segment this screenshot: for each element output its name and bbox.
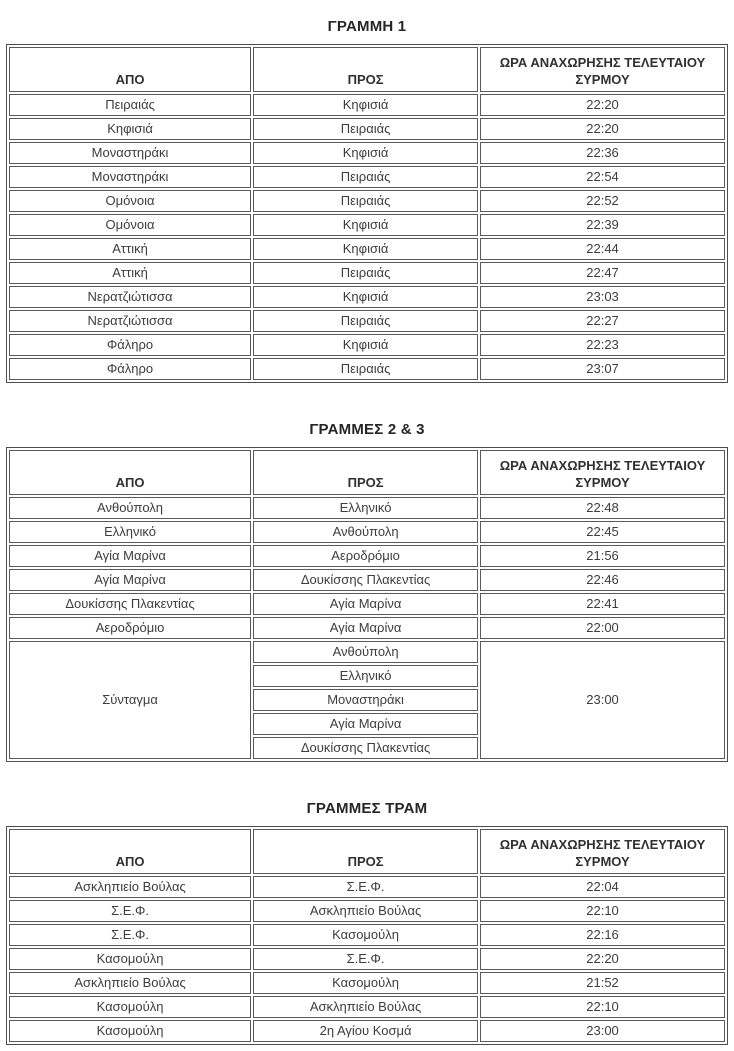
cell-from: Ανθούπολη	[9, 497, 251, 519]
column-header-time: ΩΡΑ ΑΝΑΧΩΡΗΣΗΣ ΤΕΛΕΥΤΑΙΟΥ ΣΥΡΜΟΥ	[480, 47, 725, 92]
cell-time: 22:47	[480, 262, 725, 284]
timetable-tram	[6, 826, 728, 1045]
cell-to: Πειραιάς	[253, 358, 478, 380]
cell-from: Νερατζιώτισσα	[9, 310, 251, 332]
merged-table-row	[9, 641, 725, 663]
header-row	[9, 829, 725, 874]
table-row	[9, 497, 725, 519]
table-row	[9, 334, 725, 356]
cell-from: Αεροδρόμιο	[9, 617, 251, 639]
cell-time: 22:41	[480, 593, 725, 615]
cell-time: 22:44	[480, 238, 725, 260]
table-row	[9, 190, 725, 212]
column-header-time: ΩΡΑ ΑΝΑΧΩΡΗΣΗΣ ΤΕΛΕΥΤΑΙΟΥ ΣΥΡΜΟΥ	[480, 450, 725, 495]
header-row	[9, 47, 725, 92]
table-row	[9, 1020, 725, 1042]
cell-time: 22:52	[480, 190, 725, 212]
cell-from: Κηφισιά	[9, 118, 251, 140]
cell-to: Ασκληπιείο Βούλας	[253, 996, 478, 1018]
cell-to: Πειραιάς	[253, 166, 478, 188]
cell-to: Κηφισιά	[253, 94, 478, 116]
cell-from: Φάληρο	[9, 334, 251, 356]
cell-from: Μοναστηράκι	[9, 142, 251, 164]
cell-time: 22:20	[480, 118, 725, 140]
cell-time: 22:04	[480, 876, 725, 898]
cell-to: Δουκίσσης Πλακεντίας	[253, 737, 478, 759]
cell-from: Μοναστηράκι	[9, 166, 251, 188]
cell-time: 21:56	[480, 545, 725, 567]
column-header-from: ΑΠΟ	[9, 829, 251, 874]
cell-time: 22:39	[480, 214, 725, 236]
table-row	[9, 166, 725, 188]
table-row	[9, 310, 725, 332]
cell-from: Αττική	[9, 238, 251, 260]
column-header-to: ΠΡΟΣ	[253, 450, 478, 495]
cell-to: Κηφισιά	[253, 142, 478, 164]
cell-time: 22:45	[480, 521, 725, 543]
table-row	[9, 118, 725, 140]
cell-time: 22:10	[480, 900, 725, 922]
cell-from-merged: Σύνταγμα	[9, 641, 251, 759]
section-line-1	[6, 18, 728, 383]
cell-from: Κασομούλη	[9, 1020, 251, 1042]
cell-time: 23:00	[480, 1020, 725, 1042]
section-lines-2-3	[6, 421, 728, 762]
cell-from: Ασκληπιείο Βούλας	[9, 876, 251, 898]
timetable-lines-2-3	[6, 447, 728, 762]
column-header-from: ΑΠΟ	[9, 450, 251, 495]
table-row	[9, 876, 725, 898]
table-row	[9, 358, 725, 380]
cell-to: Μοναστηράκι	[253, 689, 478, 711]
table-title-tram: ΓΡΑΜΜΕΣ ΤΡΑΜ	[306, 800, 428, 817]
cell-time: 23:07	[480, 358, 725, 380]
cell-to: Σ.Ε.Φ.	[253, 876, 478, 898]
cell-to: 2η Αγίου Κοσμά	[253, 1020, 478, 1042]
cell-to: Δουκίσσης Πλακεντίας	[253, 569, 478, 591]
cell-from: Ομόνοια	[9, 214, 251, 236]
cell-from: Πειραιάς	[9, 94, 251, 116]
cell-to: Σ.Ε.Φ.	[253, 948, 478, 970]
cell-to: Κηφισιά	[253, 214, 478, 236]
cell-time: 22:48	[480, 497, 725, 519]
cell-to: Κηφισιά	[253, 286, 478, 308]
cell-time: 22:46	[480, 569, 725, 591]
timetable-line-1	[6, 44, 728, 383]
table-row	[9, 996, 725, 1018]
table-row	[9, 94, 725, 116]
cell-to: Αγία Μαρίνα	[253, 593, 478, 615]
cell-to: Κηφισιά	[253, 238, 478, 260]
cell-to: Ανθούπολη	[253, 521, 478, 543]
cell-time-merged: 23:00	[480, 641, 725, 759]
cell-to: Ασκληπιείο Βούλας	[253, 900, 478, 922]
cell-from: Κασομούλη	[9, 996, 251, 1018]
cell-from: Σ.Ε.Φ.	[9, 900, 251, 922]
cell-to: Πειραιάς	[253, 262, 478, 284]
cell-time: 22:20	[480, 94, 725, 116]
table-row	[9, 286, 725, 308]
cell-time: 22:10	[480, 996, 725, 1018]
cell-from: Αγία Μαρίνα	[9, 569, 251, 591]
cell-to: Πειραιάς	[253, 118, 478, 140]
cell-from: Αγία Μαρίνα	[9, 545, 251, 567]
table-row	[9, 545, 725, 567]
table-row	[9, 617, 725, 639]
cell-from: Αττική	[9, 262, 251, 284]
cell-to: Κασομούλη	[253, 972, 478, 994]
table-row	[9, 262, 725, 284]
cell-time: 21:52	[480, 972, 725, 994]
cell-from: Δουκίσσης Πλακεντίας	[9, 593, 251, 615]
column-header-time: ΩΡΑ ΑΝΑΧΩΡΗΣΗΣ ΤΕΛΕΥΤΑΙΟΥ ΣΥΡΜΟΥ	[480, 829, 725, 874]
cell-from: Κασομούλη	[9, 948, 251, 970]
table-title-line-1: ΓΡΑΜΜΗ 1	[327, 18, 407, 35]
table-row	[9, 569, 725, 591]
cell-to: Πειραιάς	[253, 310, 478, 332]
cell-from: Ελληνικό	[9, 521, 251, 543]
cell-to: Αεροδρόμιο	[253, 545, 478, 567]
cell-time: 22:27	[480, 310, 725, 332]
cell-time: 22:20	[480, 948, 725, 970]
cell-time: 22:54	[480, 166, 725, 188]
cell-to: Κασομούλη	[253, 924, 478, 946]
header-row	[9, 450, 725, 495]
table-row	[9, 924, 725, 946]
cell-to: Κηφισιά	[253, 334, 478, 356]
column-header-to: ΠΡΟΣ	[253, 47, 478, 92]
cell-from: Φάληρο	[9, 358, 251, 380]
cell-time: 22:36	[480, 142, 725, 164]
table-row	[9, 521, 725, 543]
section-tram-lines	[6, 800, 728, 1045]
table-row	[9, 972, 725, 994]
cell-from: Νερατζιώτισσα	[9, 286, 251, 308]
column-header-from: ΑΠΟ	[9, 47, 251, 92]
table-row	[9, 593, 725, 615]
cell-to: Ανθούπολη	[253, 641, 478, 663]
cell-time: 23:03	[480, 286, 725, 308]
cell-to: Αγία Μαρίνα	[253, 617, 478, 639]
table-row	[9, 948, 725, 970]
cell-time: 22:23	[480, 334, 725, 356]
cell-from: Σ.Ε.Φ.	[9, 924, 251, 946]
table-row	[9, 142, 725, 164]
table-row	[9, 900, 725, 922]
cell-time: 22:16	[480, 924, 725, 946]
table-title-lines-2-3: ΓΡΑΜΜΕΣ 2 & 3	[309, 421, 425, 438]
cell-to: Αγία Μαρίνα	[253, 713, 478, 735]
column-header-to: ΠΡΟΣ	[253, 829, 478, 874]
cell-to: Πειραιάς	[253, 190, 478, 212]
cell-to: Ελληνικό	[253, 497, 478, 519]
cell-from: Ομόνοια	[9, 190, 251, 212]
cell-time: 22:00	[480, 617, 725, 639]
cell-from: Ασκληπιείο Βούλας	[9, 972, 251, 994]
cell-to: Ελληνικό	[253, 665, 478, 687]
table-row	[9, 238, 725, 260]
table-row	[9, 214, 725, 236]
